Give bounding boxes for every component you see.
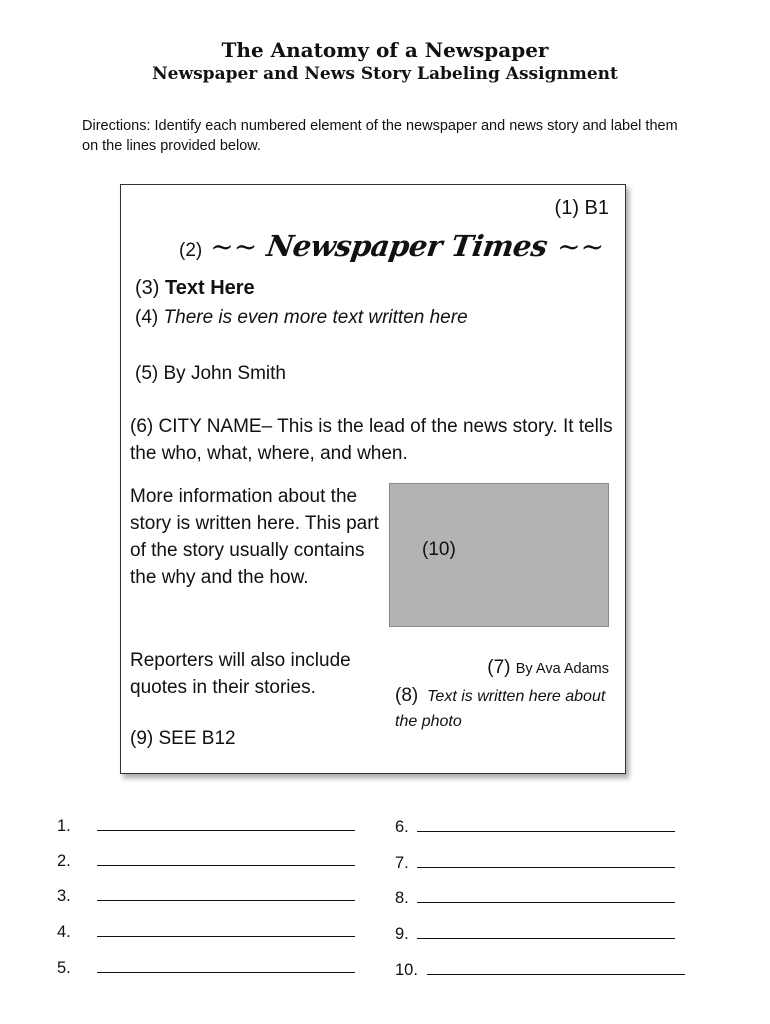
answer-number: 7. xyxy=(395,854,409,872)
caption-number: (8) xyxy=(395,685,419,706)
answer-line xyxy=(57,851,355,871)
page-title: The Anatomy of a Newspaper xyxy=(221,38,549,62)
answer-blank[interactable] xyxy=(97,816,355,831)
answer-line xyxy=(395,924,675,944)
answer-line xyxy=(57,922,355,942)
subhead-text: There is even more text written here xyxy=(163,307,468,328)
flag-tilde-left: ~~ xyxy=(210,230,258,263)
answer-number: 4. xyxy=(57,923,71,941)
answer-line xyxy=(57,886,355,906)
photo-credit-number: (7) xyxy=(487,657,511,678)
answer-line xyxy=(57,958,355,978)
answer-blank[interactable] xyxy=(97,958,355,973)
newspaper-flag xyxy=(179,229,604,263)
answer-line xyxy=(395,888,675,908)
answer-line xyxy=(395,853,675,873)
caption-text: Text is written here about the photo xyxy=(395,688,606,730)
byline: (5) By John Smith xyxy=(135,363,286,384)
subhead xyxy=(135,307,468,329)
headline-text: Text Here xyxy=(165,277,255,299)
answer-number: 5. xyxy=(57,959,71,977)
answer-blank[interactable] xyxy=(417,888,675,903)
directions-text: Directions: Identify each numbered element of the newspaper and news story and label them on the lines provided below. xyxy=(82,118,678,154)
answer-number: 1. xyxy=(57,817,71,835)
answer-line xyxy=(57,816,355,836)
answer-blank[interactable] xyxy=(417,817,675,832)
photo-caption xyxy=(395,683,625,734)
photo-placeholder xyxy=(389,483,609,627)
body-paragraph-1: More information about the story is written here. This part of the story usually contains the why and the how. xyxy=(130,486,379,588)
answer-number: 2. xyxy=(57,852,71,870)
sample-newspaper-page xyxy=(120,184,626,774)
answer-blank[interactable] xyxy=(417,853,675,868)
answer-blank[interactable] xyxy=(417,924,675,939)
answer-number: 9. xyxy=(395,925,409,943)
flag-number: (2) xyxy=(179,240,203,261)
photo-label: (10) xyxy=(422,539,456,560)
subhead-number: (4) xyxy=(135,307,159,328)
answer-line xyxy=(395,817,675,837)
flag-name: Newspaper Times xyxy=(264,229,550,263)
answer-blank[interactable] xyxy=(97,922,355,937)
photo-credit xyxy=(487,657,609,679)
page-subtitle: Newspaper and News Story Labeling Assignment xyxy=(152,64,618,84)
answer-number: 3. xyxy=(57,887,71,905)
flag-tilde-right: ~~ xyxy=(557,230,605,263)
answer-line xyxy=(395,960,685,980)
body-paragraph-2: Reporters will also include quotes in their stories. xyxy=(130,650,351,698)
answer-number: 6. xyxy=(395,818,409,836)
headline xyxy=(135,277,255,300)
headline-number: (3) xyxy=(135,277,160,299)
answer-number: 8. xyxy=(395,889,409,907)
photo-credit-text: By Ava Adams xyxy=(515,661,609,677)
answer-number: 10. xyxy=(395,961,418,979)
page-number: (1) B1 xyxy=(554,197,609,219)
answer-blank[interactable] xyxy=(97,851,355,866)
lead-paragraph: (6) CITY NAME– This is the lead of the news story. It tells the who, what, where, and when. xyxy=(130,416,613,464)
answer-blank[interactable] xyxy=(97,886,355,901)
jump-line: (9) SEE B12 xyxy=(130,728,236,749)
answer-blank[interactable] xyxy=(427,960,685,975)
